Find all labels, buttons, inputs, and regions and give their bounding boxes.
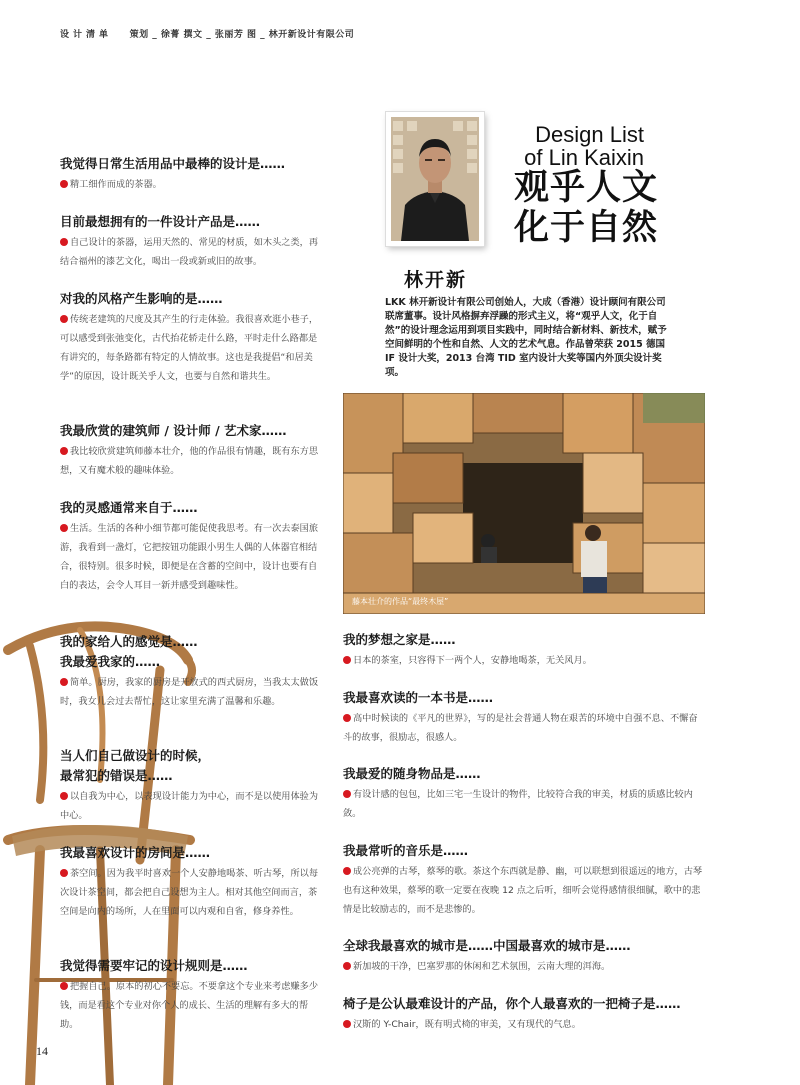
qa-home-feeling: 我的家给人的感觉是…… 我最爱我家的…… 简单。厨房，我家的厨房是开放式的西式厨房，当我太太做饭时，我女儿会过去帮忙，这让家里充满了温馨和乐趣。	[60, 634, 319, 707]
title-chinese: 观乎人文 化于自然	[514, 168, 659, 248]
bullet-icon	[343, 714, 351, 722]
designer-bio: LKK 林开新设计有限公司创始人，大成（香港）设计顾问有限公司联席董事。设计风格摒弃浮躁的形式主义，将“观乎人文，化于自然”的设计理念运用到项目实践中，同时结合新材料、新技术，赋予空间鲜明的个性和自然、人文的艺术气息。作品曾荣获 2015 德国 IF 设计大奖，2013 台湾 TID 室内设计大奖等国内外顶尖设计奖项。	[385, 297, 667, 378]
architecture-photo	[343, 393, 705, 614]
bullet-icon	[343, 790, 351, 798]
portrait-photo	[386, 112, 484, 246]
bullet-icon	[60, 447, 68, 455]
designer-name: 林开新	[404, 269, 468, 291]
credits: 策划 _ 徐菁 撰文 _ 张丽芳 图 _ 林开新设计有限公司	[129, 30, 355, 40]
bullet-icon	[60, 869, 68, 877]
bullet-icon	[60, 982, 68, 990]
bullet-icon	[60, 792, 68, 800]
bullet-icon	[60, 238, 68, 246]
qa-style-influence: 对我的风格产生影响的是…… 传统老建筑的尺度及其产生的行走体验。我很喜欢逛小巷子，可以感受到张弛变化，古代抬花轿走什么路，平时走什么路都是有讲究的，每条路都有特定的人情故事。这也是我提倡“和居美学”的原因，设计既关乎人文，也要与自然和谐共生。	[60, 291, 319, 382]
bullet-icon	[60, 315, 68, 323]
page-number: 14	[36, 1044, 48, 1058]
qa-favorite-chair: 椅子是公认最难设计的产品，你个人最喜欢的一把椅子是…… 汉斯的 Y-Chair，既有明式椅的审美，又有现代的气息。	[343, 996, 681, 1030]
page-header	[60, 27, 354, 40]
portrait-image	[391, 117, 479, 241]
bullet-icon	[60, 524, 68, 532]
title-english: Design List of Lin Kaixin	[524, 122, 644, 170]
qa-inspiration: 我的灵感通常来自于…… 生活。生活的各种小细节都可能促使我思考。有一次去泰国旅游，我看到一盏灯，它把按钮功能跟小男生人偶的人体器官相结合，很特别。很多时候，即便是在含蓄的空间中，设计也要有自白的表达，会令人耳目一新并感受到趣味性。	[60, 500, 319, 591]
section-label: 设计清单	[60, 30, 113, 40]
qa-common-mistake: 当人们自己做设计的时候， 最常犯的错误是…… 以自我为中心，以表现设计能力为中心，而不是以使用体验为中心。	[60, 748, 319, 821]
bullet-icon	[343, 656, 351, 664]
bullet-icon	[60, 180, 68, 188]
bullet-icon	[343, 962, 351, 970]
qa-music: 我最常听的音乐是…… 成公亮弹的古琴，蔡琴的歌。茶这个东西就是静、幽，可以联想到很遥远的地方，古琴也有这种效果，蔡琴的歌一定要在夜晚 12 点之后听，细听会觉得感情很细腻，歌中的悲情是比较励志的，而不是悲惨的。	[343, 843, 703, 915]
bullet-icon	[60, 678, 68, 686]
photo-caption: 藤本壮介的作品“最终木屋”	[352, 597, 449, 606]
bullet-icon	[343, 867, 351, 875]
qa-favorite-room: 我最喜欢设计的房间是…… 茶空间。因为我平时喜欢一个人安静地喝茶、听古琴，所以每次设计茶空间，都会把自己设想为主人。相对其他空间而言，茶空间是向内的场所，人在里面可以内观和自省，修身养性。	[60, 845, 319, 917]
qa-best-daily-design: 我觉得日常生活用品中最棒的设计是…… 精工细作而成的茶器。	[60, 156, 286, 190]
qa-favorite-book: 我最喜欢读的一本书是…… 高中时候读的《平凡的世界》，写的是社会普通人物在艰苦的环境中自强不息、不懈奋斗的故事，很励志，很感人。	[343, 690, 698, 743]
qa-design-rule: 我觉得需要牢记的设计规则是…… 把握自己。原本的初心不要忘。不要拿这个专业来考虑赚多少钱，而是看这个专业对你个人的成长、生活的理解有多大的帮助。	[60, 958, 319, 1030]
qa-dream-home: 我的梦想之家是…… 日本的茶室，只容得下一两个人，安静地喝茶，无关风月。	[343, 632, 592, 666]
bullet-icon	[343, 1020, 351, 1028]
final-wooden-house-image	[343, 393, 705, 614]
qa-most-wanted-product: 目前最想拥有的一件设计产品是…… 自己设计的茶器，运用天然的、常见的材质，如木头之类，再结合福州的漆艺文化，喝出一段或新或旧的故事。	[60, 214, 319, 267]
qa-favorite-architect: 我最欣赏的建筑师 / 设计师 / 艺术家…… 我比较欣赏建筑师藤本壮介，他的作品很有情趣，既有东方思想，又有魔术般的趣味体验。	[60, 423, 319, 476]
qa-carry-item: 我最爱的随身物品是…… 有设计感的包包，比如三宅一生设计的物件，比较符合我的审美，材质的质感比较内敛。	[343, 766, 693, 819]
qa-favorite-city: 全球我最喜欢的城市是……中国最喜欢的城市是…… 新加坡的干净，巴塞罗那的休闲和艺术氛围，云南大理的洱海。	[343, 938, 631, 972]
